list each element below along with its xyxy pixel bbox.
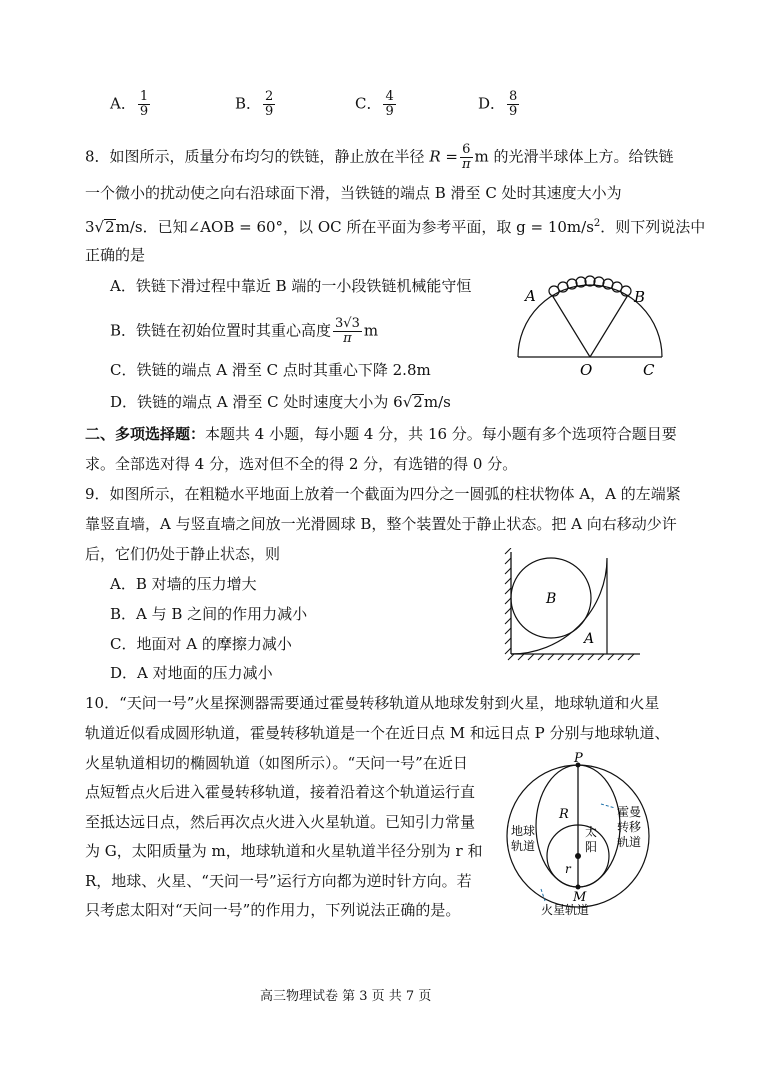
q10-line5: 至抵达远日点，然后再次点火进入火星轨道。已知引力常量: [85, 813, 476, 831]
label-o: O: [580, 361, 593, 379]
q7-option-b: B． $\frac{2}{9}$: [235, 89, 274, 119]
label-b: B: [634, 288, 646, 306]
q8-option-d: D．铁链的端点 A 滑至 C 处时速度大小为 6√2m/s: [110, 393, 451, 411]
q7-option-d: D． $\frac{8}{9}$: [478, 89, 518, 119]
wall-hatch: [505, 548, 511, 654]
label-b: B: [546, 591, 557, 607]
label-mars-orbit: 火星轨道: [541, 903, 590, 917]
q7-option-a: A． $\frac{1}{9}$: [110, 89, 149, 119]
label-earth-1: 地球: [511, 824, 536, 838]
q8-line2: 一个微小的扰动使之向右沿球面下滑，当铁链的端点 B 滑至 C 处时其速度大小为: [85, 184, 622, 202]
q9-option-c: C．地面对 A 的摩擦力减小: [110, 635, 292, 653]
section2-line2: 求。全部选对得 4 分，选对但不全的得 2 分，有选错的得 0 分。: [85, 455, 518, 473]
label-small-r: r: [565, 862, 571, 876]
q10-line2: 轨道近似看成圆形轨道，霍曼转移轨道是一个在近日点 M 和远日点 P 分别与地球轨道、: [85, 724, 670, 742]
q8-line3: 3√2m/s．已知∠AOB = 60°，以 OC 所在平面为参考平面，取 $g = 10m/s^2$．则下列说法中: [85, 218, 706, 236]
q10-line8: 只考虑太阳对“天问一号”的作用力，下列说法正确的是。: [85, 901, 461, 919]
ground-hatch: [508, 654, 634, 660]
leader-mars: [541, 889, 545, 901]
q9-line1: 9．如图所示，在粗糙水平地面上放着一个截面为四分之一圆弧的柱状物体 A，A 的左端紧: [85, 485, 681, 503]
q10-line6: 为 G，太阳质量为 m，地球轨道和火星轨道半径分别为 r 和: [85, 842, 483, 860]
q9-line3: 后，它们仍处于静止状态，则: [85, 545, 281, 563]
label-a: A: [525, 287, 536, 305]
q9-line2: 靠竖直墙，A 与竖直墙之间放一光滑圆球 B，整个装置处于静止状态。把 A 向右移动少许: [85, 515, 677, 533]
q8-option-a: A．铁链下滑过程中靠近 B 端的一小段铁链机械能守恒: [110, 277, 472, 295]
label-c: C: [643, 361, 655, 379]
q10-line4: 点短暂点火后进入霍曼转移轨道，接着沿着这个轨道运行直: [85, 783, 476, 801]
point-m: [576, 885, 581, 890]
q9-figure-ball-wall: [500, 548, 650, 666]
label-earth-2: 轨道: [511, 839, 536, 853]
q8-figure-hemisphere: [510, 272, 670, 382]
radius-ob: [590, 295, 628, 357]
q10-figure-orbits: [495, 750, 670, 920]
q10-line3: 火星轨道相切的椭圆轨道（如图所示）。“天问一号”在近日: [85, 754, 468, 772]
label-a: A: [584, 631, 595, 647]
label-p: P: [574, 751, 583, 766]
q10-line7: R，地球、火星、“天问一号”运行方向都为逆时针方向。若: [85, 872, 472, 890]
label-sun-2: 阳: [585, 840, 598, 854]
label-transfer-3: 轨道: [617, 835, 642, 849]
label-m: M: [573, 890, 587, 905]
radius-oa: [552, 295, 590, 357]
label-sun-1: 太: [585, 825, 598, 839]
label-transfer-2: 转移: [617, 820, 642, 834]
q9-option-a: A．B 对墙的压力增大: [110, 575, 257, 593]
label-big-r: R: [559, 807, 569, 822]
leader-transfer: [601, 804, 615, 808]
section2-line1: 二、多项选择题：本题共 4 小题，每小题 4 分，共 16 分。每小题有多个选项符合题目要: [85, 425, 677, 443]
page-footer: 高三物理试卷 第 3 页 共 7 页: [260, 989, 432, 1004]
q8-option-b: B．铁链在初始位置时其重心高度 $\frac{3√3}{\pi}$ m: [110, 316, 379, 346]
q9-option-d: D．A 对地面的压力减小: [110, 664, 273, 682]
q8-line4: 正确的是: [85, 246, 146, 264]
q8-line1: 8．如图所示，质量分布均匀的铁链，静止放在半径 R = $\frac{6}{\pi}$ m 的光滑半球体上方。给铁链: [85, 142, 674, 172]
chain-links: [549, 276, 631, 296]
q7-option-c: C． $\frac{4}{9}$: [355, 89, 394, 119]
q10-line1: 10．“天问一号”火星探测器需要通过霍曼转移轨道从地球发射到火星，地球轨道和火星: [85, 694, 660, 712]
label-transfer-1: 霍曼: [617, 805, 642, 819]
q9-option-b: B．A 与 B 之间的作用力减小: [110, 605, 308, 623]
q8-option-c: C．铁链的端点 A 滑至 C 点时其重心下降 2.8m: [110, 361, 431, 379]
sun-dot: [575, 853, 581, 859]
